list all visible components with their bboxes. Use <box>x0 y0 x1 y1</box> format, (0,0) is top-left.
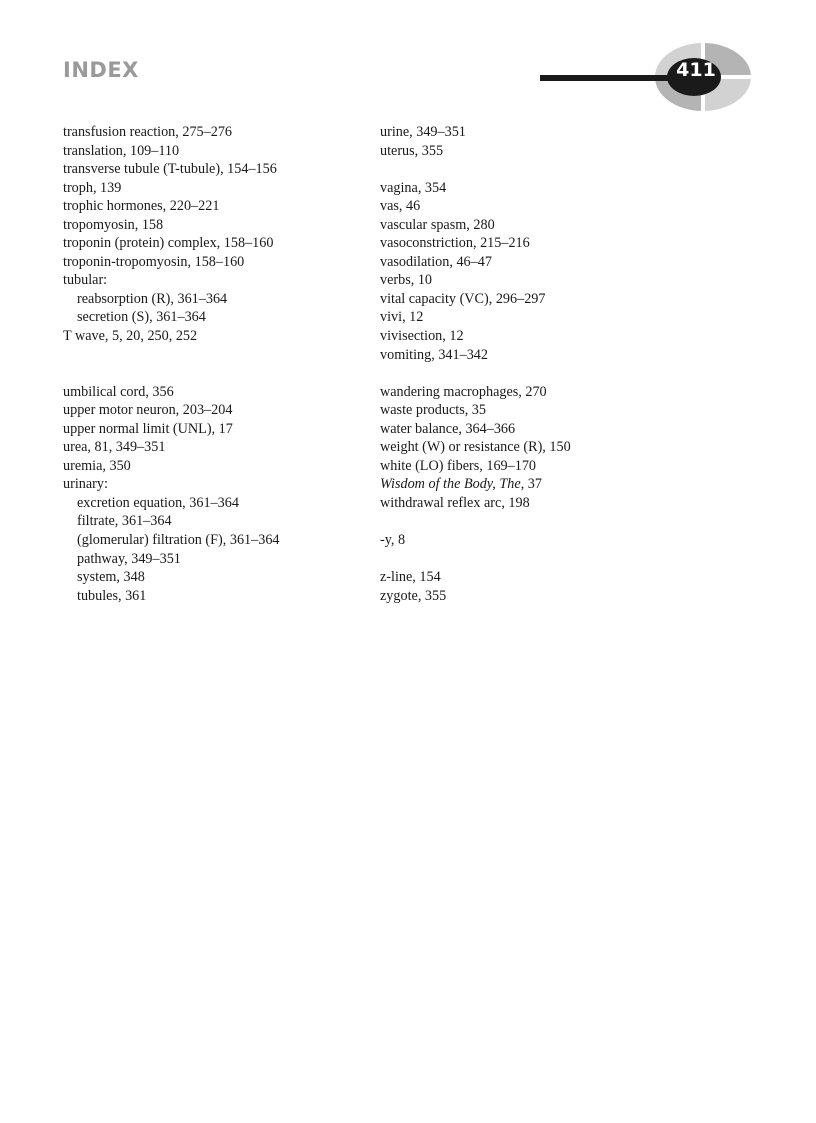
index-entry: uterus, 355 <box>380 142 444 159</box>
index-entry-wisdom <box>380 475 700 494</box>
index-entry: verbs, 10 <box>380 272 433 289</box>
index-entry: wandering macrophages, 270 <box>380 383 547 400</box>
index-entry: upper motor neuron, 203–204 <box>63 402 233 419</box>
index-entry: umbilical cord, 356 <box>63 383 174 400</box>
letter-gap <box>380 364 700 383</box>
index-entry: vomiting, 341–342 <box>380 346 488 363</box>
index-entry: -y, 8 <box>380 532 406 549</box>
index-entry: vascular spasm, 280 <box>380 216 495 233</box>
index-subentry: reabsorption (R), 361–364 <box>77 290 228 307</box>
index-entry: troponin-tropomyosin, 158–160 <box>63 253 245 270</box>
index-entry: vivisection, 12 <box>380 328 464 345</box>
index-entry: translation, 109–110 <box>63 142 180 159</box>
index-subentry: pathway, 349–351 <box>77 550 181 567</box>
index-entry: tropomyosin, 158 <box>63 216 164 233</box>
page-refs: , 37 <box>520 476 542 493</box>
index-entry: transverse tubule (T-tubule), 154–156 <box>63 161 277 178</box>
letter-gap <box>380 512 700 531</box>
index-column-left <box>63 123 363 605</box>
page-number: 411 <box>676 59 716 81</box>
index-entry: zygote, 355 <box>380 587 447 604</box>
index-entry: transfusion reaction, 275–276 <box>63 124 233 140</box>
index-heading: tubular: <box>63 272 108 289</box>
letter-gap <box>63 346 363 383</box>
index-entry: vasodilation, 46–47 <box>380 253 492 270</box>
index-subentry: filtrate, 361–364 <box>77 513 172 530</box>
letter-gap <box>380 160 700 179</box>
index-entry: troponin (protein) complex, 158–160 <box>63 235 274 252</box>
index-entry: withdrawal reflex arc, 198 <box>380 494 530 511</box>
page-title: INDEX <box>63 58 139 82</box>
index-subentry: secretion (S), 361–364 <box>77 309 206 326</box>
index-entry: trophic hormones, 220–221 <box>63 198 220 215</box>
index-heading: urinary: <box>63 476 108 493</box>
letter-gap <box>380 550 700 569</box>
index-entry: troph, 139 <box>63 179 122 196</box>
index-subentry: (glomerular) filtration (F), 361–364 <box>77 532 280 549</box>
index-subentry: system, 348 <box>77 569 145 586</box>
index-entry: T wave, 5, 20, 250, 252 <box>63 328 198 345</box>
index-entry: vas, 46 <box>380 198 421 215</box>
index-entry: urine, 349–351 <box>380 124 466 140</box>
index-entry: uremia, 350 <box>63 457 131 474</box>
index-entry: urea, 81, 349–351 <box>63 439 166 456</box>
index-entry: z-line, 154 <box>380 569 441 586</box>
index-entry: waste products, 35 <box>380 402 486 419</box>
index-entry: vasoconstriction, 215–216 <box>380 235 530 252</box>
index-subentry: tubules, 361 <box>77 587 147 604</box>
index-entry: water balance, 364–366 <box>380 420 516 437</box>
book-title: Wisdom of the Body, The <box>380 476 521 493</box>
page-number-badge <box>540 40 780 114</box>
index-column-right <box>380 123 700 605</box>
index-entry: vagina, 354 <box>380 179 447 196</box>
index-subentry: excretion equation, 361–364 <box>77 494 239 511</box>
index-entry: upper normal limit (UNL), 17 <box>63 420 233 437</box>
index-entry: vivi, 12 <box>380 309 424 326</box>
index-entry: vital capacity (VC), 296–297 <box>380 290 546 307</box>
index-entry: white (LO) fibers, 169–170 <box>380 457 537 474</box>
index-entry: weight (W) or resistance (R), 150 <box>380 439 571 456</box>
